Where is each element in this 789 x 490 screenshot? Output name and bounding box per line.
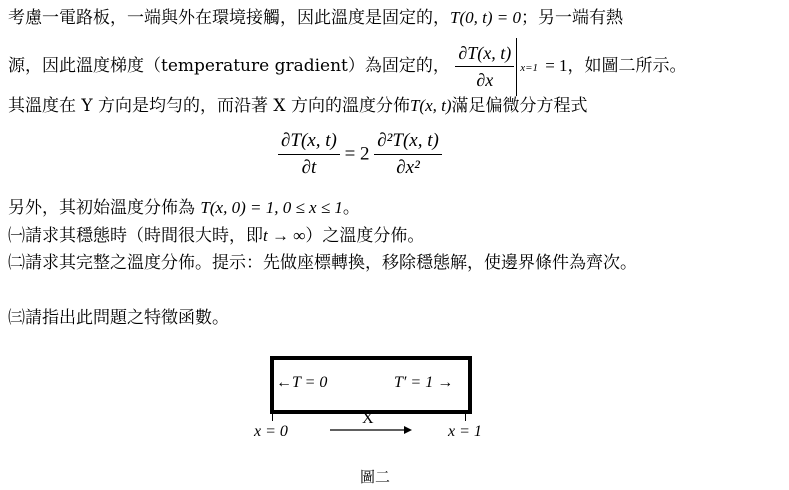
left-boundary-label: ←T = 0 xyxy=(276,374,328,391)
text-segment: 源，因此溫度梯度（temperature gradient）為固定的， xyxy=(8,56,450,76)
rhs-denominator: ∂x² xyxy=(396,157,420,178)
text-segment: ；另一端有熱 xyxy=(520,8,623,28)
lhs-denominator: ∂t xyxy=(301,157,317,178)
time-limit: t → ∞ xyxy=(263,226,306,245)
equation-coefficient: = 2 xyxy=(344,143,370,165)
text-segment: 。 xyxy=(342,198,360,218)
question-2: ㈡請求其完整之溫度分佈。提示：先做座標轉換，移除穩態解，使邊界條件為齊次。 xyxy=(8,253,637,273)
figure-caption: 圖二 xyxy=(360,468,391,486)
boundary-condition-left: T(0, t) = 0 xyxy=(450,8,521,27)
x-axis-label: X xyxy=(362,410,374,427)
text-segment: ㈠請求其穩態時（時間很大時，即 xyxy=(8,226,263,246)
evaluation-subscript: x=1 xyxy=(520,61,539,74)
right-boundary-label: T′ = 1 → xyxy=(394,374,454,391)
gradient-value: = 1 xyxy=(545,56,568,75)
lhs-numerator: ∂T(x, t) xyxy=(278,128,340,155)
rhs-fraction xyxy=(374,128,442,181)
text-segment: ，如圖二所示。 xyxy=(567,56,687,76)
temperature-function: T(x, t) xyxy=(409,96,452,115)
left-tick xyxy=(272,411,273,421)
question-3: ㈢請指出此問題之特徵函數。 xyxy=(8,308,229,328)
lhs-fraction xyxy=(278,128,340,181)
x-zero-label: x = 0 xyxy=(254,423,288,440)
problem-line-3 xyxy=(8,94,588,118)
rhs-numerator: ∂²T(x, t) xyxy=(374,128,442,155)
problem-line-1 xyxy=(8,6,623,30)
fraction-numerator: ∂T(x, t) xyxy=(455,40,514,67)
text-segment: 滿足偏微分方程式 xyxy=(451,96,588,116)
text-segment: ）之溫度分佈。 xyxy=(305,226,425,246)
question-1 xyxy=(8,224,424,248)
gradient-fraction xyxy=(455,40,514,93)
fraction-denominator: ∂x xyxy=(476,70,494,90)
text-segment: 其溫度在 Y 方向是均勻的，而沿著 X 方向的溫度分佈 xyxy=(8,96,410,116)
text-segment: 另外，其初始溫度分佈為 xyxy=(8,198,201,218)
right-tick xyxy=(465,411,466,421)
heat-equation xyxy=(278,128,442,181)
problem-line-2 xyxy=(8,36,687,96)
initial-condition: T(x, 0) = 1, 0 ≤ x ≤ 1 xyxy=(200,198,343,217)
problem-line-4 xyxy=(8,196,360,220)
evaluation-bar xyxy=(516,38,545,96)
x-one-label: x = 1 xyxy=(448,423,482,440)
text-segment: 考慮一電路板，一端與外在環境接觸，因此溫度是固定的， xyxy=(8,8,450,28)
x-axis-arrow-icon xyxy=(330,424,412,436)
